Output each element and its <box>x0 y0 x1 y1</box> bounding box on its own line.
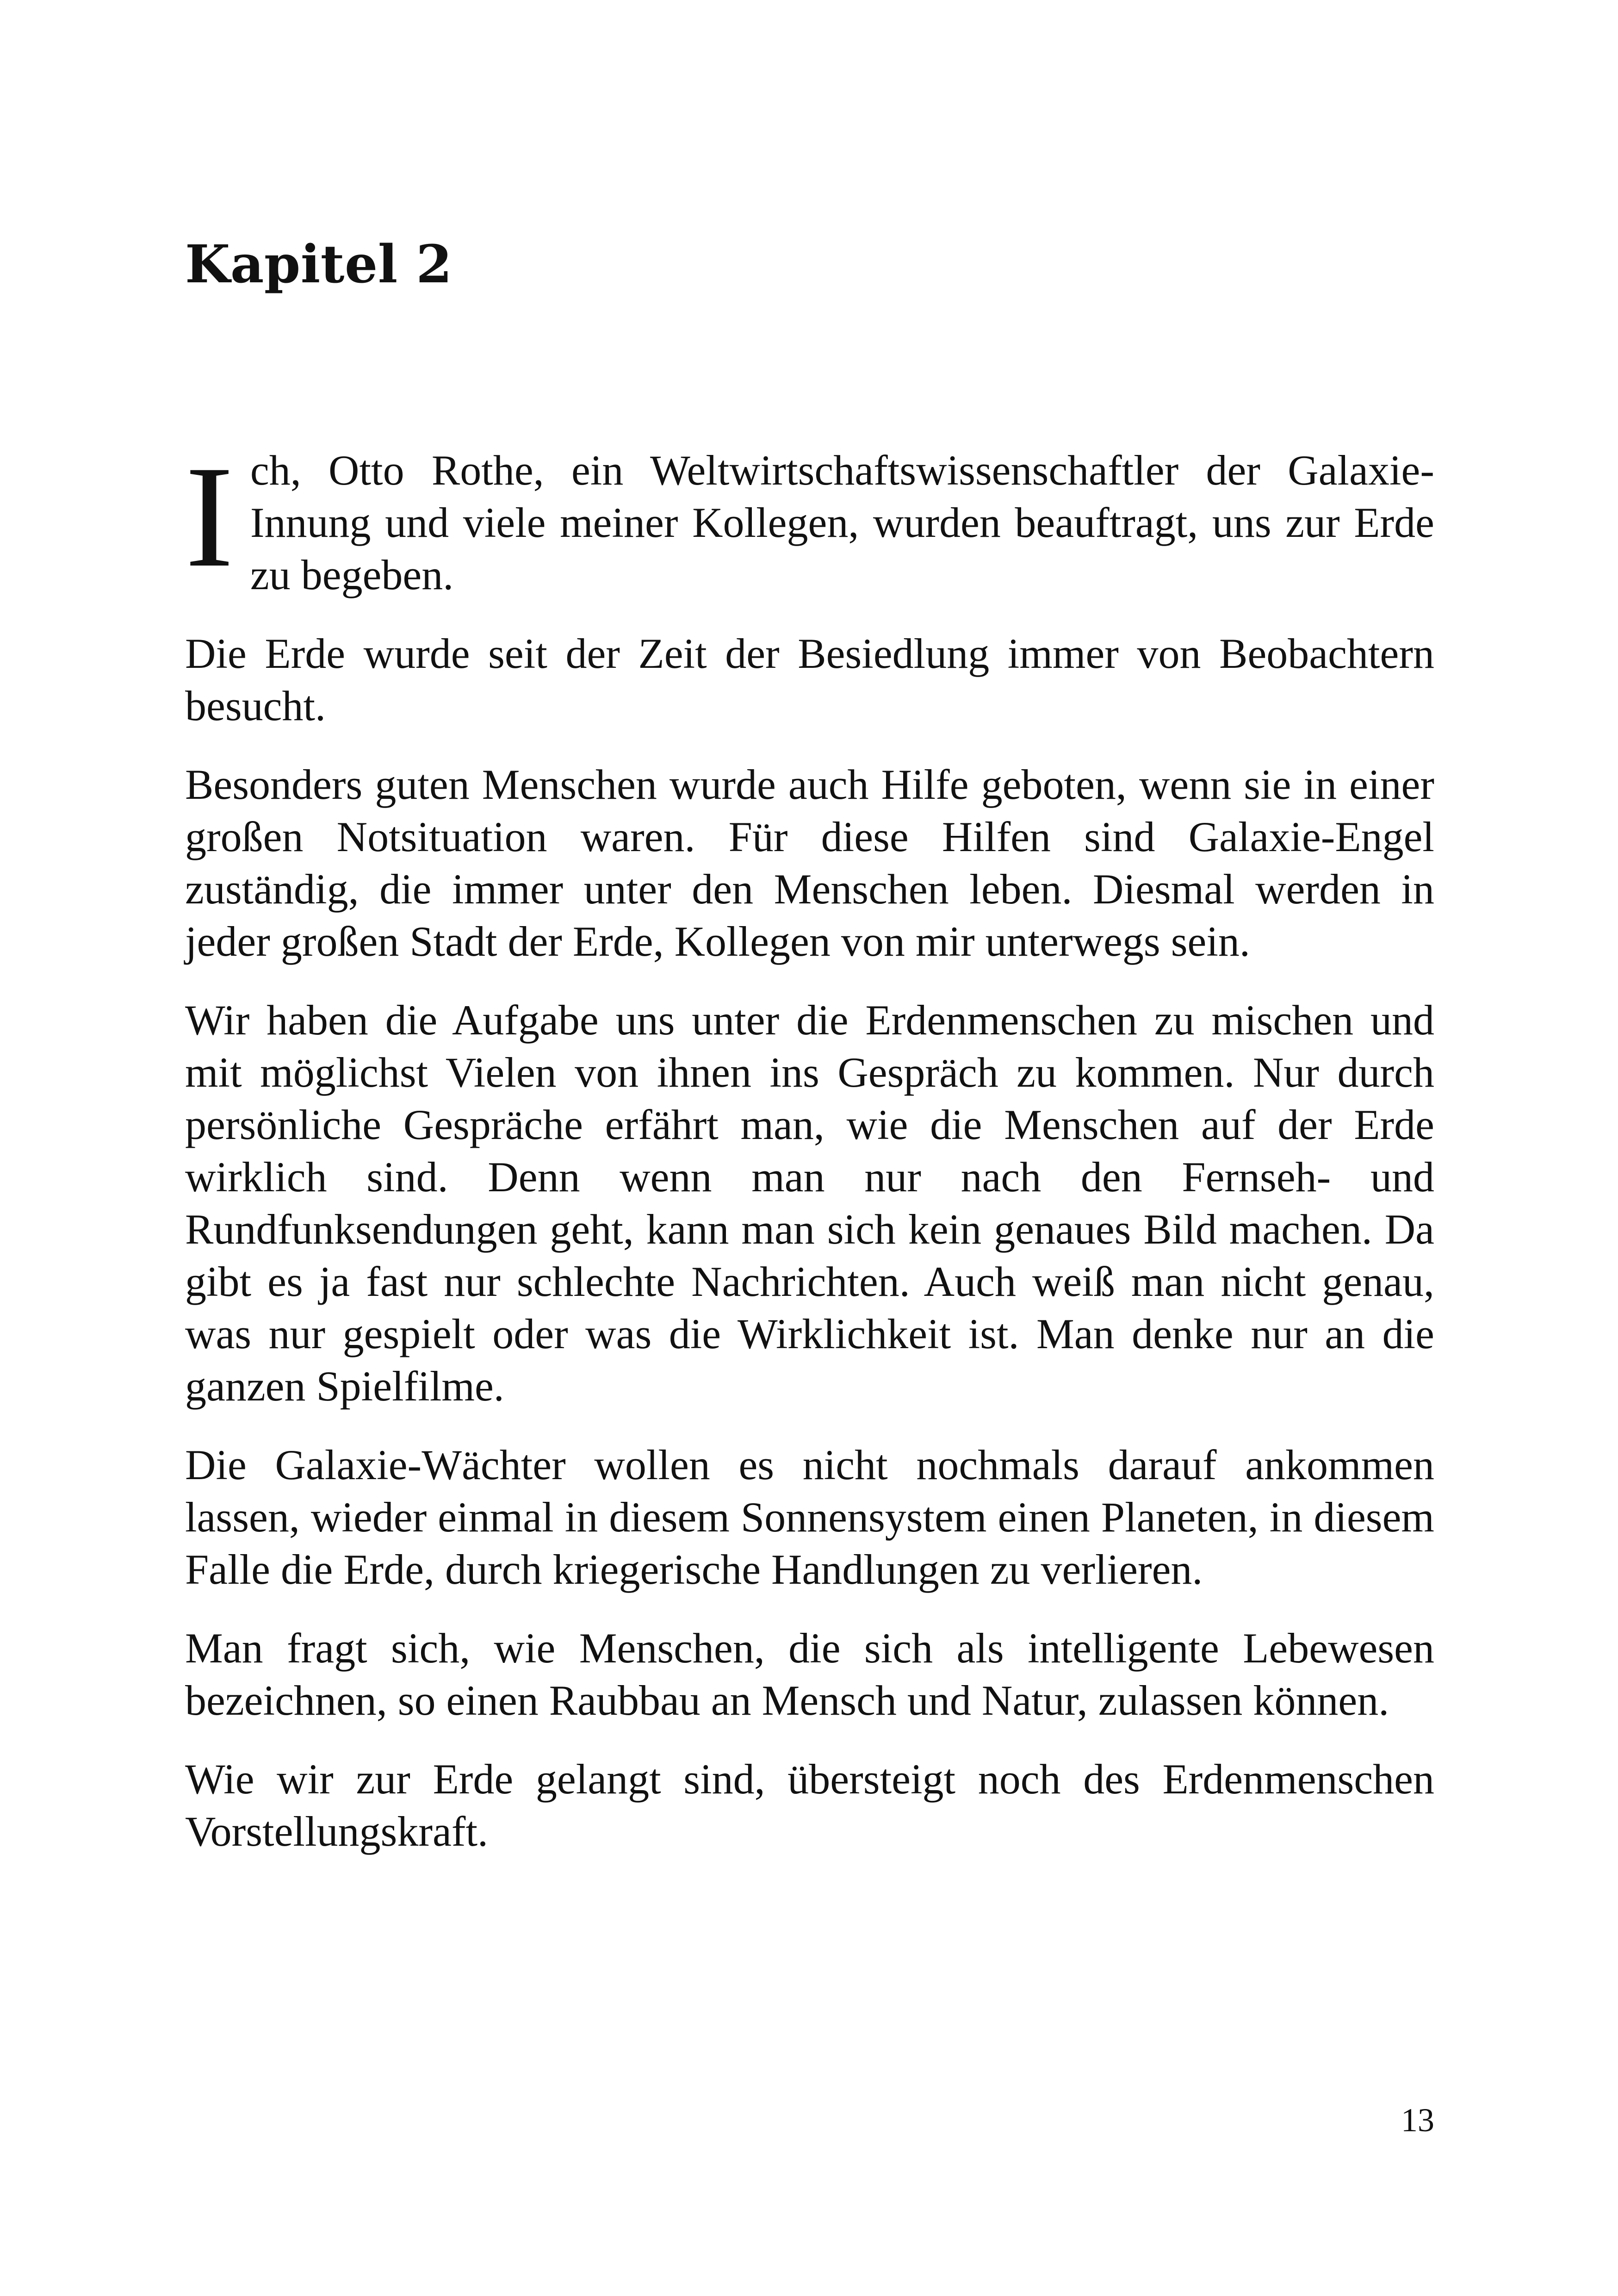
paragraph-5: Die Galaxie-Wächter wollen es nicht nochmals darauf ankommen lassen, wieder einmal in diesem Sonnensystem einen Planeten, in diesem Falle die Erde, durch kriegerische Handlungen zu verlieren. <box>185 1441 1434 1593</box>
page-number: 13 <box>1401 2102 1434 2139</box>
chapter-heading: Kapitel 2 <box>185 234 453 295</box>
paragraph-3: Besonders guten Menschen wurde auch Hilfe geboten, wenn sie in einer großen Notsituation waren. Für diese Hilfen sind Galaxie-Engel zuständig, die immer unter den Menschen leben. Diesmal werden in jeder großen Stadt der Erde, Kollegen von mir unterwegs sein. <box>185 761 1434 965</box>
chapter-body <box>185 436 1434 1884</box>
paragraph-1-text: ch, Otto Rothe, ein Weltwirtschaftswissenschaftler der Galaxie-Innung und viele meiner Kollegen, wurden beauftragt, uns zur Erde zu begeben. <box>250 447 1434 598</box>
paragraph-2: Die Erde wurde seit der Zeit der Besiedlung immer von Beobachtern besucht. <box>185 630 1434 729</box>
paragraph-7: Wie wir zur Erde gelangt sind, übersteigt noch des Erdenmenschen Vorstellungskraft. <box>185 1755 1434 1855</box>
paragraph-4: Wir haben die Aufgabe uns unter die Erdenmenschen zu mischen und mit möglichst Vielen von ihnen ins Gespräch zu kommen. Nur durch persönliche Gespräche erfährt man, wie die Menschen auf der Erde wirklich sind. Denn wenn man nur nach den Fernseh- und Rundfunksendungen geht, kann man sich kein genaues Bild machen. Da gibt es ja fast nur schlechte Nachrichten. Auch weiß man nicht genau, was nur gespielt oder was die Wirklichkeit ist. Man denke nur an die ganzen Spielfilme. <box>185 996 1434 1410</box>
drop-cap: I <box>185 436 234 597</box>
paragraph-1 <box>185 436 1434 601</box>
paragraph-6: Man fragt sich, wie Menschen, die sich als intelligente Lebewesen bezeichnen, so einen Raubbau an Mensch und Natur, zulassen können. <box>185 1624 1434 1724</box>
